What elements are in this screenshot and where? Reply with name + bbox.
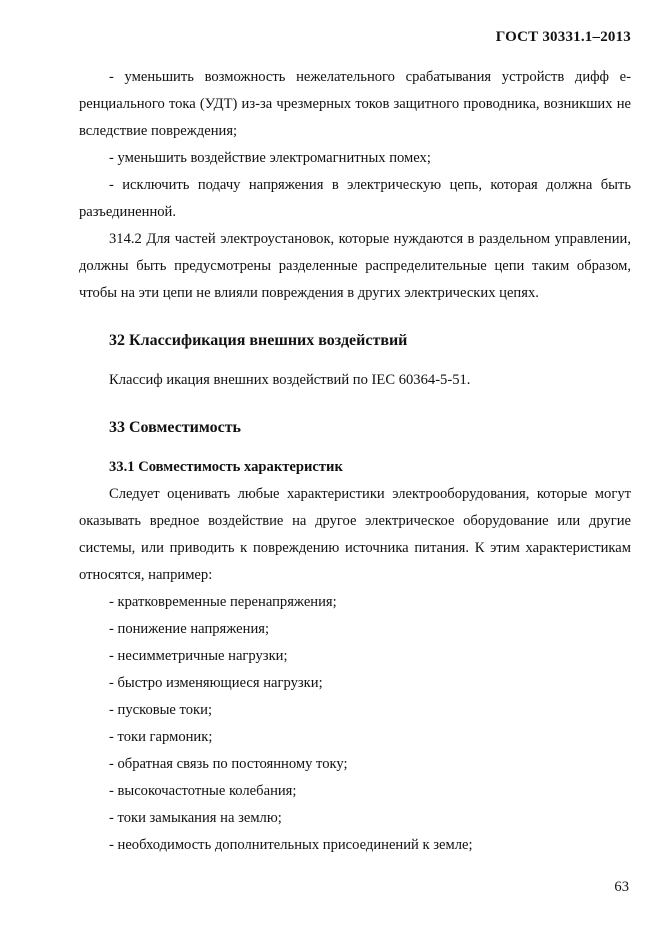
section-32-title: 32 Классификация внешних воздействий — [109, 332, 408, 349]
intro-item: - уменьшить возможность нежелательного срабатывания устройств дифф е-ренциального тока (УДТ) из-за чрезмерных токов защитного проводника, возникших не вследствие повреждения; — [79, 69, 631, 139]
page-content — [79, 64, 631, 859]
section-32-text: Классиф икация внешних воздействий по IEC 60364-5-51. — [109, 372, 471, 388]
intro-item: - исключить подачу напряжения в электрическую цепь, которая должна быть разъединенной. — [79, 177, 631, 220]
subsection-33-1-text: Следует оценивать любые характеристики электрооборудования, которые могут оказывать вредное воздействие на другое электрическое оборудование или другие системы, или приводить к повреждению источника питания. К этим характеристикам относятся, например: — [79, 486, 631, 583]
list-item: - кратковременные перенапряжения; — [109, 594, 337, 610]
subsection-33-1-title: 33.1 Совместимость характеристик — [109, 459, 343, 475]
list-item: - высокочастотные колебания; — [109, 783, 297, 799]
list-item: - токи замыкания на землю; — [109, 810, 282, 826]
section-33-title: 33 Совместимость — [109, 419, 242, 436]
list-item: - быстро изменяющиеся нагрузки; — [109, 675, 323, 691]
list-item: - понижение напряжения; — [109, 621, 270, 637]
list-item: - токи гармоник; — [109, 729, 213, 745]
page-header-standard: ГОСТ 30331.1–2013 — [495, 29, 631, 45]
intro-item: - уменьшить воздействие электромагнитных помех; — [109, 150, 431, 166]
list-item: - пусковые токи; — [109, 702, 212, 718]
list-item: - обратная связь по постоянному току; — [109, 756, 348, 772]
list-item: - несимметричные нагрузки; — [109, 648, 288, 664]
list-item: - необходимость дополнительных присоединений к земле; — [109, 837, 473, 853]
page-number: 63 — [614, 879, 629, 895]
clause-314-2: 314.2 Для частей электроустановок, которые нуждаются в раздельном управлении, должны быть предусмотрены разделенные распределительные цепи таким образом, чтобы на эти цепи не влияли повреждения в других электрических цепях. — [79, 231, 631, 301]
